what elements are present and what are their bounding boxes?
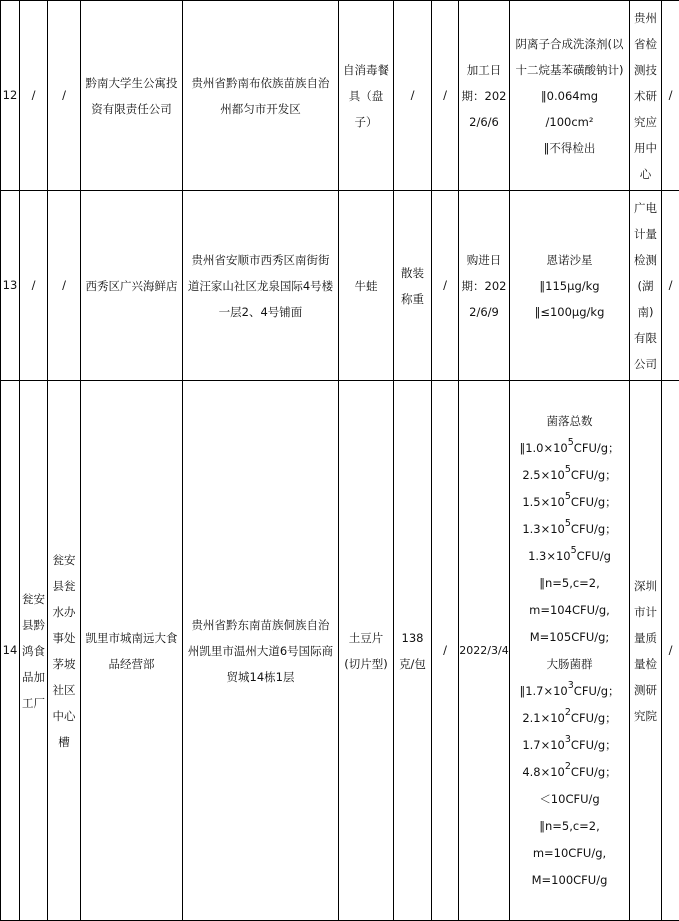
trademark: / [432, 1, 459, 191]
remark: / [662, 1, 679, 191]
detail-line: 阴离子合成洗涤剂(以十二烷基苯磺酸钠计) [512, 31, 627, 83]
unqualified-item-detail [510, 191, 630, 381]
testing-agency: 广电计量检测(湖南)有限公司 [630, 191, 662, 381]
detail-title: 大肠菌群 [512, 651, 627, 678]
production-date: 加工日期：2022/6/6 [459, 1, 510, 191]
row-number: 12 [1, 1, 20, 191]
sampled-address: 贵州省黔东南苗族侗族自治州凯里市温州大道6号国际商贸城14栋1层 [183, 381, 339, 921]
remark: / [662, 381, 679, 921]
unqualified-item-detail [510, 381, 630, 921]
sampled-company: 黔南大学生公寓投资有限责任公司 [81, 1, 183, 191]
production-date: 购进日期：2022/6/9 [459, 191, 510, 381]
producer-address: 瓮安县瓮水办事处茅坡社区中心槽 [48, 381, 81, 921]
detail-line: ＜10CFU/g [512, 786, 627, 813]
detail-line: $1.7\times 10^3CFU/g$； [512, 732, 627, 759]
detail-line: /100cm² [512, 109, 627, 135]
producer-name: 瓮安县黔鸿食品加工厂 [20, 381, 48, 921]
testing-agency: 贵州省检测技术研究应用中心 [630, 1, 662, 191]
product-name: 土豆片(切片型) [339, 381, 394, 921]
detail-line: ‖n=5,c=2, [512, 570, 627, 597]
detail-line: $‖1.7\times 10^3CFU/g$； [512, 678, 627, 705]
producer-name: / [20, 191, 48, 381]
detail-line: $4.8\times 10^2CFU/g$； [512, 759, 627, 786]
detail-title: 菌落总数 [512, 408, 627, 435]
product-name: 自消毒餐具（盘子） [339, 1, 394, 191]
detail-line: ‖0.064mg [512, 83, 627, 109]
detail-line: $2.5\times 10^5CFU/g$； [512, 462, 627, 489]
detail-line: $1.3\times 10^5CFU/g$ [512, 543, 627, 570]
detail-line: ‖n=5,c=2, [512, 813, 627, 840]
table-row [1, 381, 679, 921]
specification: 138克/包 [394, 381, 432, 921]
production-date: 2022/3/4 [459, 381, 510, 921]
specification: / [394, 1, 432, 191]
detail-line: $2.1\times 10^2CFU/g$； [512, 705, 627, 732]
detail-line: m=104CFU/g, [512, 597, 627, 624]
table-row [1, 1, 679, 191]
product-name: 牛蛙 [339, 191, 394, 381]
specification: 散装称重 [394, 191, 432, 381]
detail-line: m=10CFU/g, [512, 840, 627, 867]
sampled-address: 贵州省安顺市西秀区南街街道汪家山社区龙泉国际4号楼一层2、4号铺面 [183, 191, 339, 381]
trademark: / [432, 191, 459, 381]
sampled-company: 西秀区广兴海鲜店 [81, 191, 183, 381]
row-number: 13 [1, 191, 20, 381]
producer-address: / [48, 191, 81, 381]
producer-address: / [48, 1, 81, 191]
sampled-company: 凯里市城南远大食品经营部 [81, 381, 183, 921]
detail-line: ‖115μg/kg [512, 273, 627, 299]
detail-line: 恩诺沙星 [512, 247, 627, 273]
remark: / [662, 191, 679, 381]
detail-line: $1.5\times 10^5CFU/g$； [512, 489, 627, 516]
detail-line: M=100CFU/g [512, 867, 627, 894]
detail-line: $‖1.0\times 10^5CFU/g$； [512, 435, 627, 462]
producer-name: / [20, 1, 48, 191]
row-number: 14 [1, 381, 20, 921]
detail-line: ‖≤100μg/kg [512, 299, 627, 325]
table-row [1, 191, 679, 381]
unqualified-item-detail [510, 1, 630, 191]
trademark: / [432, 381, 459, 921]
sampled-address: 贵州省黔南布依族苗族自治州都匀市开发区 [183, 1, 339, 191]
testing-agency: 深圳市计量质量检测研究院 [630, 381, 662, 921]
detail-line: $1.3\times 10^5CFU/g$； [512, 516, 627, 543]
detail-line: M=105CFU/g; [512, 624, 627, 651]
detail-line: ‖不得检出 [512, 135, 627, 161]
